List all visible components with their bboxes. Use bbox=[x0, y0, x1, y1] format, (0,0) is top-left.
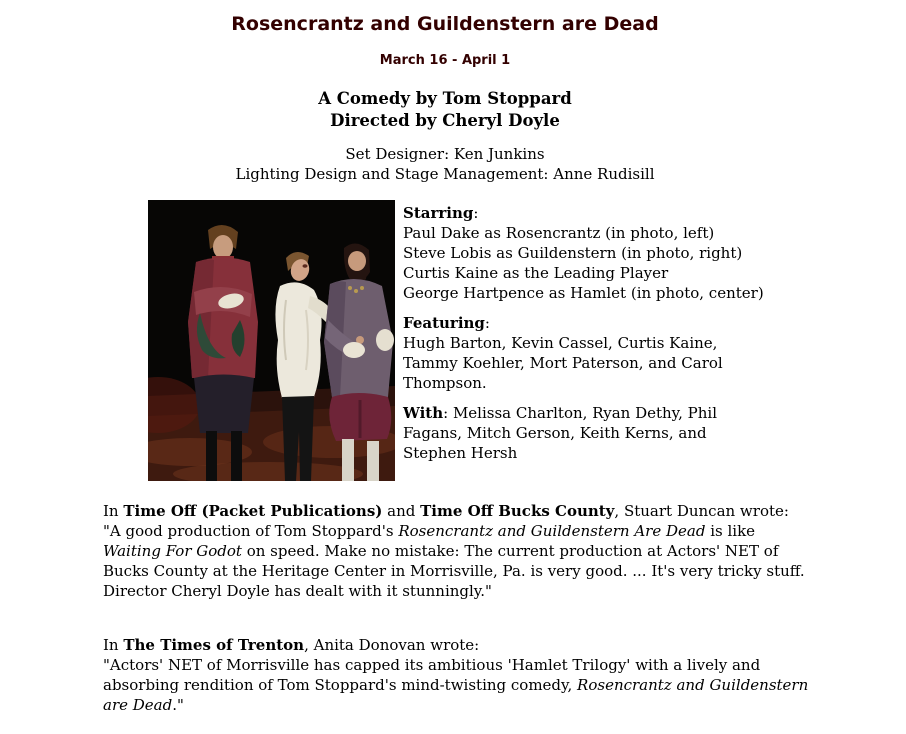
production-photo bbox=[148, 200, 395, 481]
cast-featuring: Featuring: Hugh Barton, Kevin Cassel, Curtis Kaine, Tammy Koehler, Mort Paterson, and Carol Thompson. bbox=[403, 314, 723, 392]
reviews-section bbox=[103, 501, 883, 715]
design-staff-credits: Set Designer: Ken Junkins Lighting Design and Stage Management: Anne Rudisill bbox=[235, 145, 655, 183]
cast-starring: Starring: Paul Dake as Rosencrantz (in photo, left) Steve Lobis as Guildenstern (in photo, right) Curtis Kaine as the Leading Player George Hartpence as Hamlet (in photo, center) bbox=[403, 204, 764, 302]
review-times-of-trenton: In The Times of Trenton, Anita Donovan wrote: "Actors' NET of Morrisville has capped its ambitious 'Hamlet Trilogy' with a lively and absorbing rendition of Tom Stoppard's mind-twisting comedy, Rosencrantz and Guildenstern are Dead." bbox=[103, 636, 809, 714]
production-dates: March 16 - April 1 bbox=[379, 53, 511, 68]
cast-with: With: Melissa Charlton, Ryan Dethy, Phil Fagans, Mitch Gerson, Keith Kerns, and Stephen Hersh bbox=[403, 404, 718, 462]
review-time-off: In Time Off (Packet Publications) and Time Off Bucks County, Stuart Duncan wrote: "A good production of Tom Stoppard's Rosencrantz and Guildenstern Are Dead is like Waiting For Godot on speed. Make no mistake: The current production at Actors' NET of Bucks County at the Heritage Center in Morrisville, Pa. is very good. ... It's very tricky stuff. Director Cheryl Doyle has dealt with it stunningly." bbox=[103, 502, 805, 600]
cast-list bbox=[403, 200, 783, 473]
author-director-credits: A Comedy by Tom Stoppard Directed by Cheryl Doyle bbox=[318, 89, 572, 130]
photo-cast-section bbox=[148, 200, 783, 481]
page-title: Rosencrantz and Guildenstern are Dead bbox=[231, 13, 659, 35]
